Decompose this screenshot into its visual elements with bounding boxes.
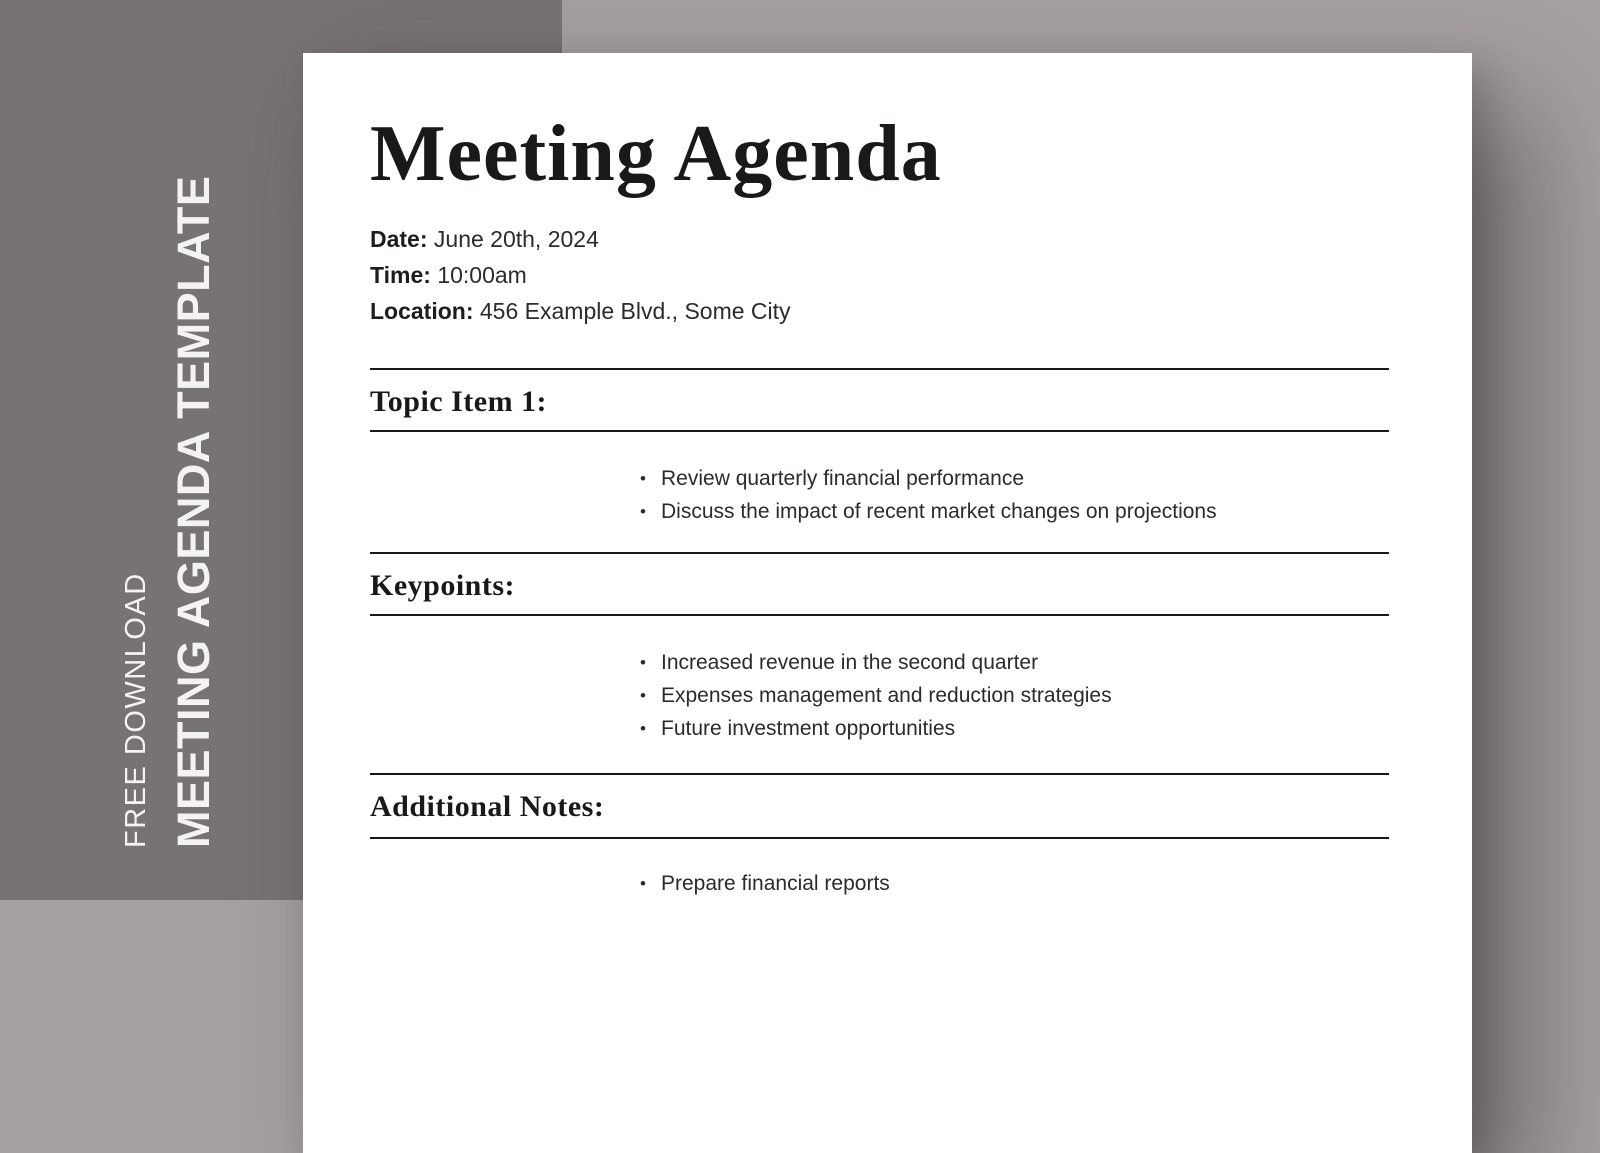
divider-line	[370, 773, 1389, 775]
meta-block	[370, 221, 791, 329]
meta-row-location	[370, 293, 791, 329]
topic-item-1-bullet-list	[640, 462, 1217, 528]
bullet-item: • Expenses management and reduction strategies	[640, 679, 1112, 712]
date-value: June 20th, 2024	[433, 226, 599, 252]
section-heading-additional-notes: Additional Notes:	[370, 790, 605, 823]
section-heading-keypoints: Keypoints:	[370, 569, 516, 602]
additional-notes-bullet-list	[640, 867, 890, 900]
document-title: Meeting Agenda	[370, 110, 942, 198]
bullet-item: • Increased revenue in the second quarter	[640, 646, 1112, 679]
meta-row-time	[370, 257, 791, 293]
bullet-item: • Review quarterly financial performance	[640, 462, 1217, 495]
date-label: Date:	[370, 226, 428, 252]
divider-line	[370, 614, 1389, 616]
bullet-item: • Prepare financial reports	[640, 867, 890, 900]
time-label: Time:	[370, 262, 431, 288]
divider-line	[370, 368, 1389, 370]
document-page	[303, 53, 1472, 1153]
meta-row-date	[370, 221, 791, 257]
divider-line	[370, 837, 1389, 839]
template-title-vertical-label: MEETING AGENDA TEMPLATE	[168, 175, 219, 848]
divider-line	[370, 552, 1389, 554]
location-label: Location:	[370, 298, 474, 324]
bullet-item: • Future investment opportunities	[640, 712, 1112, 745]
time-value: 10:00am	[437, 262, 527, 288]
location-value: 456 Example Blvd., Some City	[479, 298, 791, 324]
section-heading-topic-item-1: Topic Item 1:	[370, 385, 548, 418]
bullet-item: • Discuss the impact of recent market changes on projections	[640, 495, 1217, 528]
free-download-vertical-label: FREE DOWNLOAD	[120, 572, 152, 848]
keypoints-bullet-list	[640, 646, 1112, 745]
divider-line	[370, 430, 1389, 432]
